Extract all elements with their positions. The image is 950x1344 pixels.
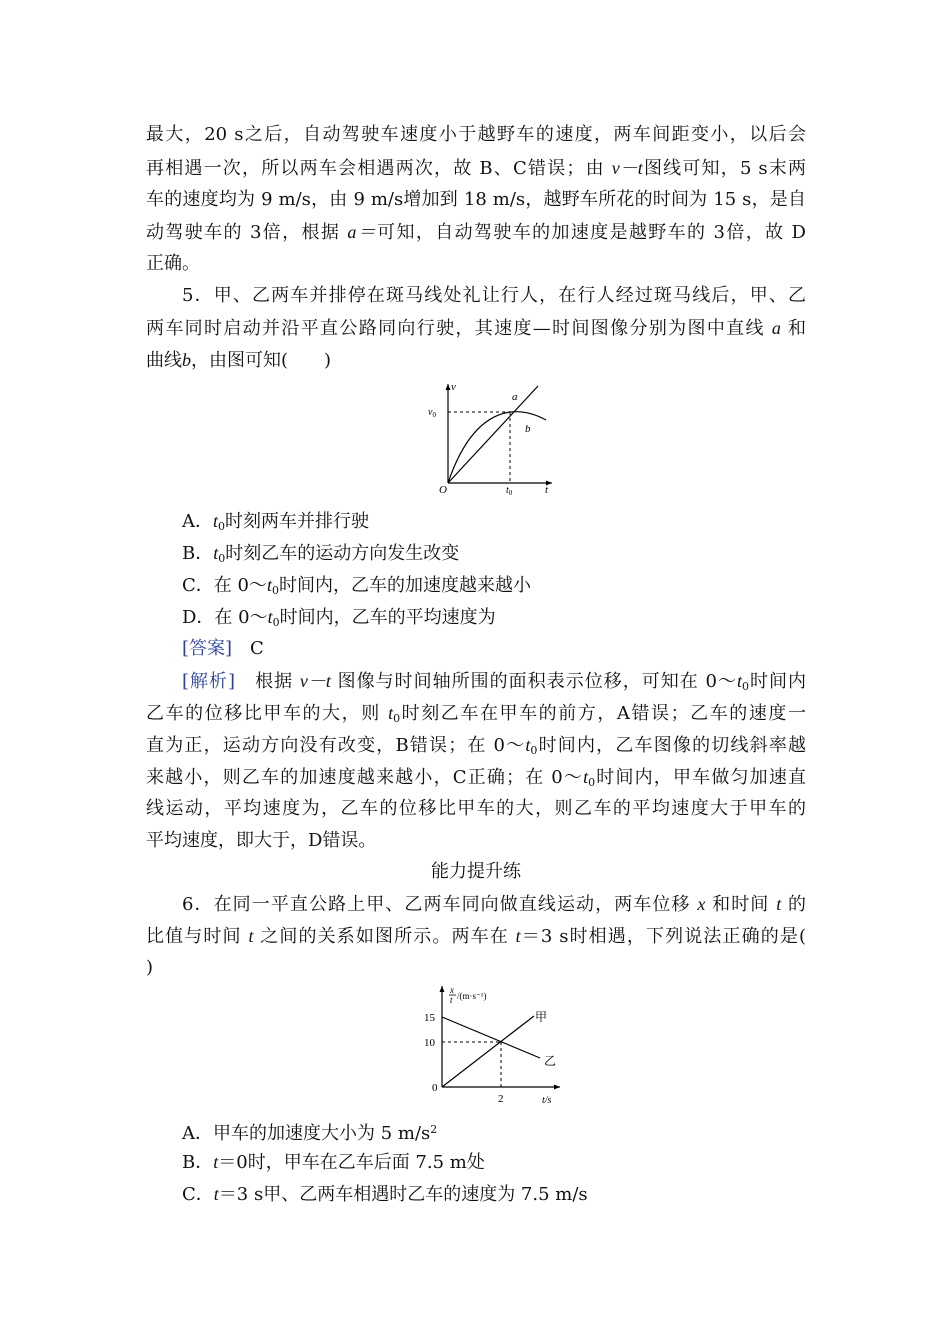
- ratio-time-graph: [410, 980, 570, 1110]
- answer-line: [答案] C: [182, 638, 264, 659]
- y-tick-10: 10: [424, 1037, 435, 1049]
- x-axis-label: t: [545, 484, 549, 496]
- series-yi-label: 乙: [544, 1054, 557, 1068]
- curve-b-label: b: [525, 423, 531, 435]
- y-label-numerator: x: [450, 985, 454, 995]
- option-a: A．$t_0$时刻两车并排行驶: [182, 511, 370, 533]
- analysis-line: 线运动，平均速度为，乙车的位移比甲车的大，则乙车的平均速度大于甲车的: [146, 798, 806, 819]
- x-tick-2: 2: [498, 1093, 504, 1105]
- analysis-line: 平均速度，即大于，D错误。: [146, 830, 377, 851]
- text-line: 动驾驶车的 3倍，根据 a＝可知，自动驾驶车的加速度是越野车的 3倍，故 D: [146, 222, 806, 243]
- origin-label: O: [439, 484, 447, 496]
- analysis-line: 来越小，则乙车的加速度越来越小，C正确；在 $0\sim t_0$时间内，甲车做匀加速直: [146, 767, 807, 789]
- line-a-label: a: [512, 391, 518, 403]
- velocity-time-graph: [420, 378, 560, 498]
- q6-option-a: A．甲车的加速度大小为 5 $m/s^2$: [182, 1123, 438, 1144]
- option-d: D．在 $0\sim t_0$时间内，乙车的平均速度为: [182, 607, 496, 629]
- y-tick-0: 0: [432, 1082, 438, 1094]
- y-axis-arrow: [440, 986, 445, 992]
- question-5-text: 5．甲、乙两车并排停在斑马线处礼让行人，在行人经过斑马线后，甲、乙: [182, 285, 806, 306]
- analysis-label: [解析]: [182, 671, 236, 692]
- curve-b: [448, 412, 546, 483]
- y-unit-label: /(m·s⁻¹): [457, 991, 487, 1001]
- y-axis-arrow: [446, 384, 451, 390]
- analysis-line: 直为正，运动方向没有改变，B错误；在 $0\sim t_0$时间内，乙车图像的切线斜率越: [146, 735, 807, 757]
- x-axis-arrow: [554, 1085, 560, 1090]
- series-jia-label: 甲: [535, 1010, 548, 1024]
- question-5-text: 两车同时启动并沿平直公路同向行驶，其速度—时间图像分别为图中直线 a 和: [146, 318, 806, 339]
- y-tick-15: 15: [424, 1012, 435, 1024]
- question-6-text: 比值与时间 t 之间的关系如图所示。两车在 t＝3 s时相遇，下列说法正确的是(: [146, 926, 806, 947]
- option-c: C．在 $0\sim t_0$时间内，乙车的加速度越来越小: [182, 575, 531, 597]
- v0-tick-label: $v_0$: [428, 407, 436, 419]
- y-axis-label: v: [451, 381, 456, 393]
- analysis-line: [解析] 根据 v－t 图像与时间轴所围的面积表示位移，可知在 $0\sim t_0$时间内: [182, 671, 807, 693]
- text-line: 车的速度均为 9 m/s，由 9 m/s增加到 18 m/s，越野车所花的时间为 15 s，是自: [146, 189, 806, 210]
- text-line: 最大，20 s之后，自动驾驶车速度小于越野车的速度，两车间距变小，以后会: [146, 124, 806, 145]
- q6-option-c: C．t＝3 s甲、乙两车相遇时乙车的速度为 7.5 m/s: [182, 1184, 588, 1205]
- analysis-line: 乙车的位移比甲车的大，则 $t_0$时刻乙车在甲车的前方，A错误；乙车的速度一: [146, 703, 806, 725]
- question-6-text: 6．在同一平直公路上甲、乙两车同向做直线运动，两车位移 x 和时间 t 的: [182, 894, 807, 915]
- t0-tick-label: $t_0$: [506, 485, 513, 497]
- section-title: 能力提升练: [431, 861, 521, 882]
- option-b: B．$t_0$时刻乙车的运动方向发生改变: [182, 543, 460, 565]
- y-label-denominator: t: [450, 995, 453, 1005]
- question-5-text: 曲线b，由图可知( ): [146, 350, 332, 371]
- x-axis-label: t/s: [542, 1095, 552, 1106]
- series-jia-line: [442, 1016, 534, 1087]
- text-line: 正确。: [146, 253, 200, 274]
- question-6-text: ): [146, 957, 154, 978]
- answer-label: [答案]: [182, 638, 233, 659]
- q6-option-b: B．t＝0时，甲车在乙车后面 7.5 m处: [182, 1152, 485, 1173]
- text-line: 再相遇一次，所以两车会相遇两次，故 B、C错误；由 v－t图线可知，5 s末两: [146, 158, 806, 179]
